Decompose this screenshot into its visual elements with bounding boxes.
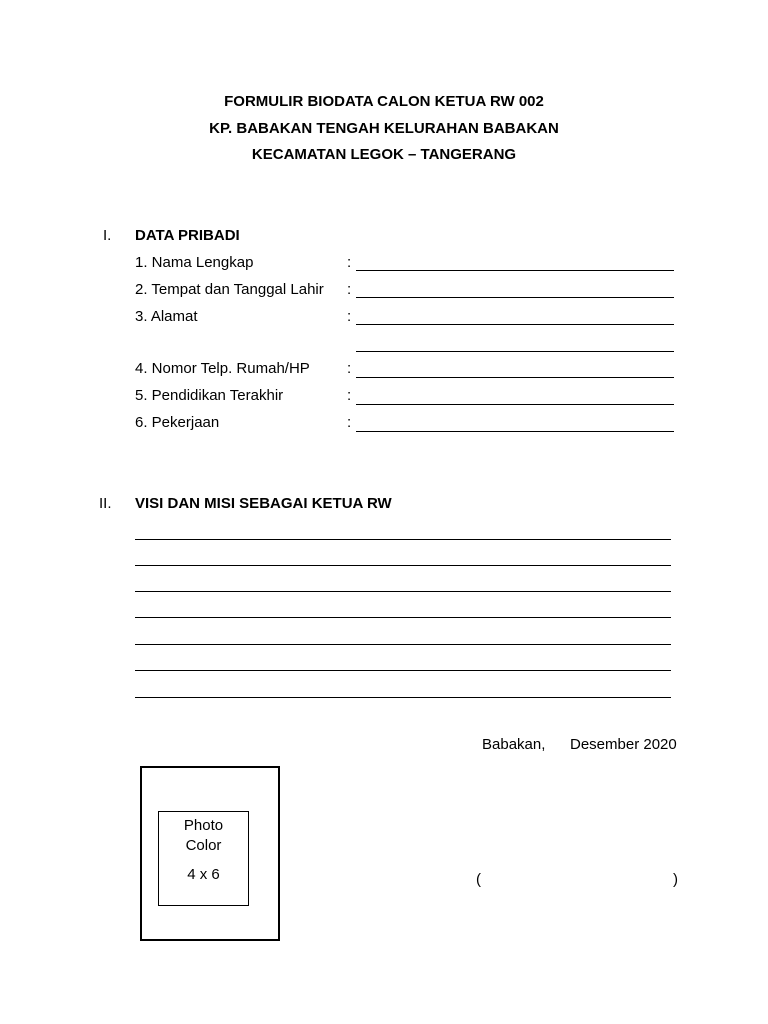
field-colon: : <box>347 254 352 271</box>
photo-label-line-2: Color <box>185 837 222 854</box>
field-label-telp: 4. Nomor Telp. Rumah/HP <box>135 360 310 377</box>
field-colon: : <box>347 414 352 431</box>
visi-misi-line[interactable] <box>135 617 671 618</box>
field-blank-telp[interactable] <box>356 377 674 378</box>
field-blank-ttl[interactable] <box>356 297 674 298</box>
signature-date: Desember 2020 <box>570 736 677 753</box>
field-blank-alamat[interactable] <box>356 324 674 325</box>
visi-misi-line[interactable] <box>135 565 671 566</box>
form-title-line-3: KECAMATAN LEGOK – TANGERANG <box>251 146 517 163</box>
visi-misi-line[interactable] <box>135 539 671 540</box>
field-blank-pekerjaan[interactable] <box>356 431 674 432</box>
section-2-numeral: II. <box>99 495 112 512</box>
signature-open-paren: ( <box>476 871 481 888</box>
field-colon: : <box>347 387 352 404</box>
signature-place: Babakan, <box>482 736 546 753</box>
visi-misi-line[interactable] <box>135 591 671 592</box>
photo-size-label: 4 x 6 <box>187 866 220 883</box>
visi-misi-line[interactable] <box>135 670 671 671</box>
field-label-nama: 1. Nama Lengkap <box>135 254 254 271</box>
field-label-pekerjaan: 6. Pekerjaan <box>135 414 220 431</box>
section-1-title: DATA PRIBADI <box>135 227 240 244</box>
field-label-ttl: 2. Tempat dan Tanggal Lahir <box>135 281 324 298</box>
field-colon: : <box>347 308 352 325</box>
field-label-pendidikan: 5. Pendidikan Terakhir <box>135 387 284 404</box>
form-title-line-2: KP. BABAKAN TENGAH KELURAHAN BABAKAN <box>209 120 559 137</box>
field-blank-nama[interactable] <box>356 270 674 271</box>
field-colon: : <box>347 360 352 377</box>
signature-close-paren: ) <box>673 871 678 888</box>
photo-label-line-1: Photo <box>183 817 224 834</box>
photo-placeholder <box>158 811 249 906</box>
visi-misi-line[interactable] <box>135 697 671 698</box>
visi-misi-line[interactable] <box>135 644 671 645</box>
field-label-alamat: 3. Alamat <box>135 308 198 325</box>
field-colon: : <box>347 281 352 298</box>
field-blank-pendidikan[interactable] <box>356 404 674 405</box>
section-1-numeral: I. <box>103 227 112 244</box>
form-title-line-1: FORMULIR BIODATA CALON KETUA RW 002 <box>224 93 544 110</box>
field-blank-alamat-2[interactable] <box>356 351 674 352</box>
section-2-title: VISI DAN MISI SEBAGAI KETUA RW <box>135 495 392 512</box>
